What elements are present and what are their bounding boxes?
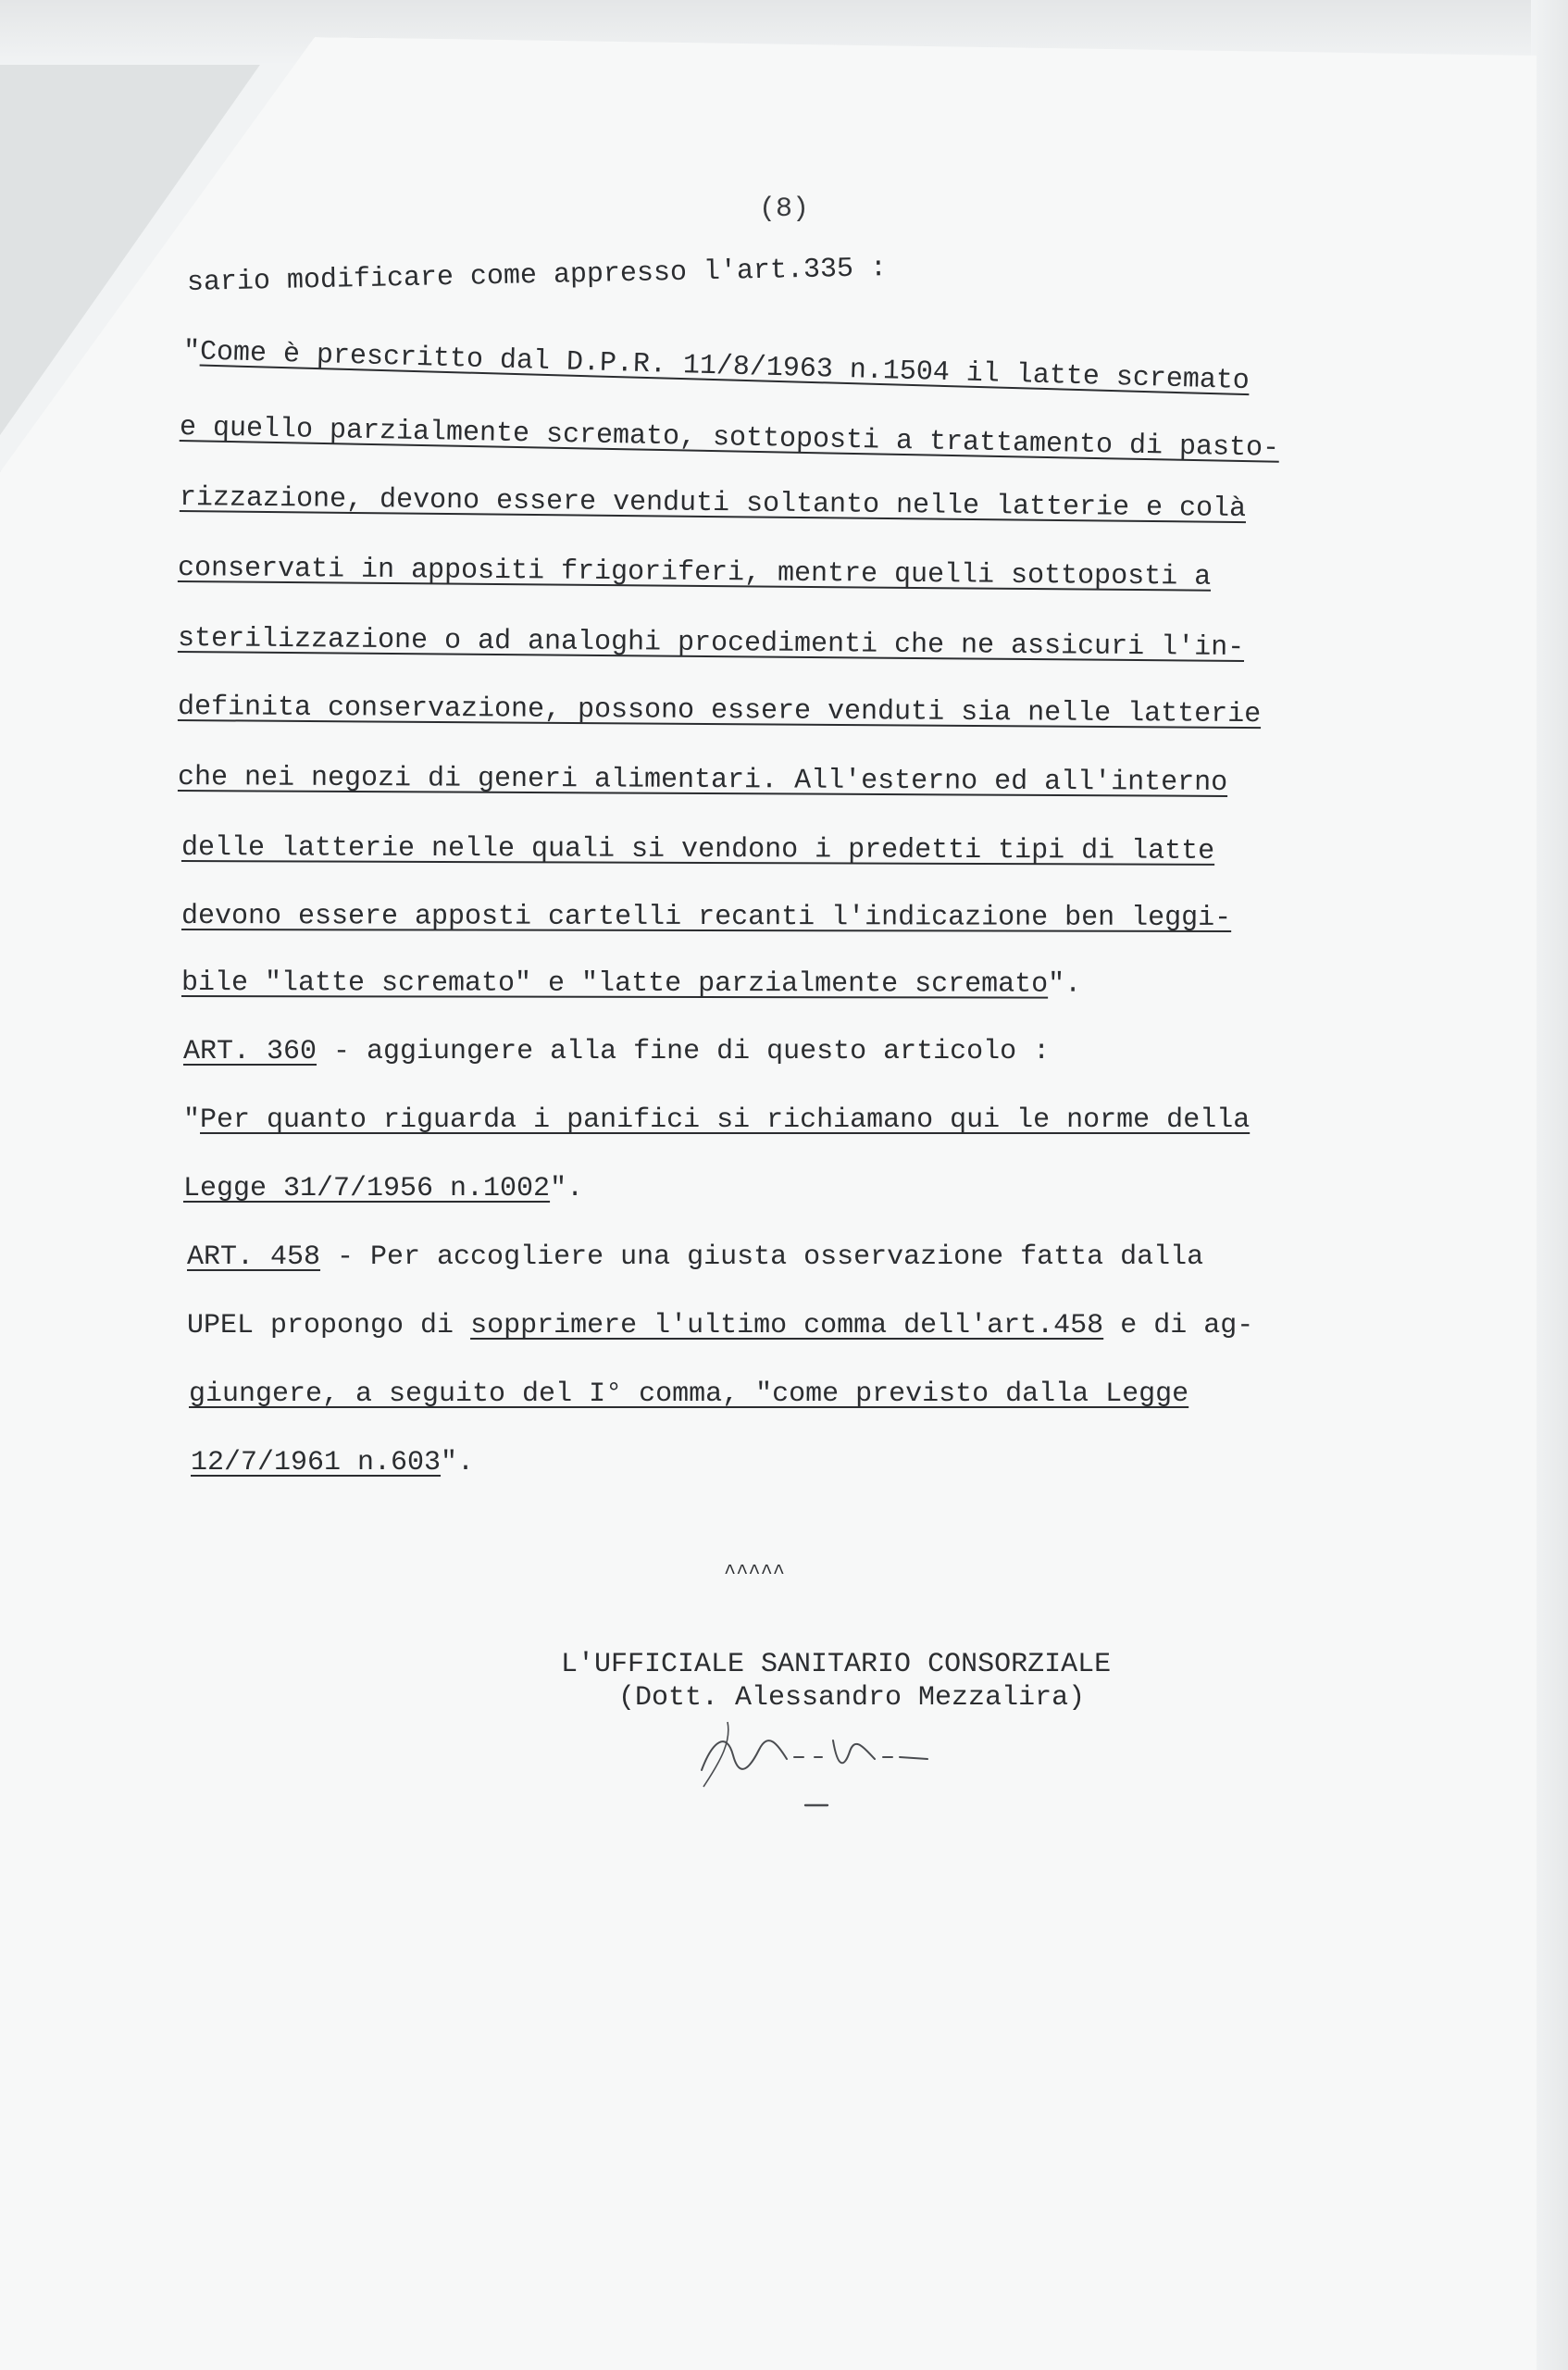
body-text: ". [441, 1447, 475, 1478]
body-text: e di ag- [1103, 1310, 1254, 1341]
handwritten-signature [685, 1703, 1000, 1815]
underlined-text: che nei negozi di generi alimentari. All'esterno ed all'interno [177, 762, 1228, 799]
signature-name: (Dott. Alessandro Mezzalira) [618, 1682, 1086, 1714]
body-line [181, 831, 1214, 868]
body-text: ". [1048, 968, 1082, 1001]
body-line [183, 1104, 1250, 1137]
body-text: " [183, 1104, 201, 1136]
underlined-text: conservati in appositi frigoriferi, mentre quelli sottoposti a [177, 553, 1212, 593]
body-line [187, 1309, 1253, 1342]
body-line [181, 900, 1231, 935]
body-line [178, 761, 1227, 800]
underlined-text: ART. 360 [183, 1036, 317, 1067]
underlined-text: devono essere apposti cartelli recanti l'indicazione ben leggi- [180, 901, 1232, 934]
body-text: sario modificare come appresso l'art.335 : [186, 253, 888, 299]
body-text: - Per accogliere una giusta osservazione fatta dalla [320, 1241, 1204, 1273]
body-line [181, 967, 1081, 1002]
body-text: UPEL propongo di [187, 1310, 471, 1341]
underlined-text: giungere, a seguito del I° comma, "come previsto dalla Legge [189, 1378, 1189, 1410]
body-line [183, 1035, 1050, 1068]
body-text: " [182, 336, 201, 368]
underlined-text: bile "latte scremato" e "latte parzialmente scremato [180, 967, 1049, 1001]
underlined-text: delle latterie nelle quali si vendono i predetti tipi di latte [180, 832, 1215, 867]
signature-title: L'UFFICIALE SANITARIO CONSORZIALE [561, 1649, 1112, 1680]
body-line [191, 1446, 474, 1479]
body-text: ". [550, 1173, 584, 1204]
body-line [189, 1378, 1188, 1411]
underlined-text: sterilizzazione o ad analoghi procedimenti che ne assicuri l'in- [177, 623, 1245, 665]
underlined-text: sopprimere l'ultimo comma dell'art.458 [470, 1310, 1104, 1341]
body-line [183, 1172, 583, 1205]
underlined-text: rizzazione, devono essere venduti soltanto nelle latterie e colà [179, 482, 1247, 526]
underlined-text: ART. 458 [187, 1241, 321, 1273]
underlined-text: definita conservazione, possono essere venduti sia nelle latterie [177, 692, 1262, 731]
underlined-text: 12/7/1961 n.603 [191, 1447, 442, 1478]
right-edge-shadow [1531, 0, 1568, 2370]
page-number: (8) [759, 193, 810, 225]
body-text: - aggiungere alla fine di questo articolo : [317, 1036, 1051, 1067]
underlined-text: Per quanto riguarda i panifici si richiamano qui le norme della [200, 1104, 1251, 1136]
body-line [187, 1241, 1203, 1274]
underlined-text: e quello parzialmente scremato, sottoposti a trattamento di pasto- [179, 412, 1280, 465]
underlined-text: Legge 31/7/1956 n.1002 [183, 1173, 551, 1204]
underlined-text: Come è prescritto dal D.P.R. 11/8/1963 n.1504 il latte scremato [199, 336, 1251, 398]
section-separator: ^^^^^ [724, 1562, 786, 1585]
